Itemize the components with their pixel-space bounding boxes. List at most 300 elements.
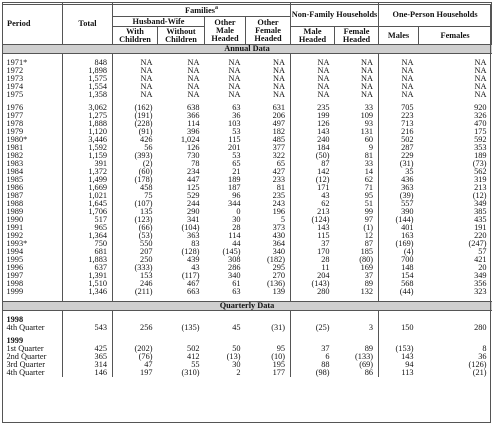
table-cell: 517 [63,216,113,224]
table-cell: 373 [272,223,286,232]
table-cell: (66) [113,224,158,232]
table-cell: NA [474,82,487,91]
families-header: Families$^a$ [113,3,291,17]
table-row [3,144,492,152]
table-cell: 1,275 [63,112,113,120]
table-row [3,248,492,256]
table-cell: 5 [280,215,286,224]
table-cell: 1,883 [63,256,113,264]
table-cell: 30 [232,215,241,224]
table-cell: 44 [232,239,241,248]
table-row [3,83,492,91]
table-cell: 139 [272,287,286,296]
table-row [3,272,492,280]
table-row [3,353,492,361]
table-cell: 93 [364,119,374,128]
table-cell: 95 [276,344,286,353]
table-cell: 256 [113,324,158,332]
table-cell: 485 [272,135,286,144]
table-cell: NA [228,58,241,67]
table-cell: (107) [113,200,158,208]
table-cell: 377 [272,143,286,152]
table-cell: (12) [291,176,335,184]
table-cell: 87 [364,239,374,248]
table-cell: 246 [113,280,158,288]
table-cell: (76) [113,353,158,361]
table-cell: 57 [478,247,487,256]
table-row [3,224,492,232]
table-cell: 341 [187,215,200,224]
table-cell: 78 [191,159,200,168]
table-cell: 290 [187,207,200,216]
table-cell: NA [228,74,241,83]
table-cell: 114 [228,231,241,240]
table-cell: 502 [379,136,419,144]
table-cell: 349 [474,199,487,208]
female-headed-header: Female Headed [335,27,379,45]
husband-wife-header: Husband-Wife [113,17,205,27]
table-cell: 295 [272,263,286,272]
table-cell: 99 [364,207,374,216]
table-row [3,288,492,296]
table-cell: 430 [272,231,286,240]
table-row [3,240,492,248]
table-row [3,345,492,353]
table-row [3,324,492,332]
table-cell: 240 [291,136,335,144]
table-cell: NA [113,83,158,91]
table-cell: 14 [364,167,374,176]
table-row [3,232,492,240]
table-cell: 207 [113,248,158,256]
table-cell: 233 [272,175,286,184]
table-cell: 2 [236,368,241,377]
table-cell: 148 [379,264,419,272]
table-cell: 1,024 [180,135,200,144]
table-cell: 1,364 [63,232,113,240]
table-cell: 550 [113,240,158,248]
row-label: 1979 [6,127,24,136]
row-label: 1994 [6,247,24,256]
table-cell: NA [291,59,335,67]
table-cell: NA [361,74,374,83]
table-cell: 287 [379,144,419,152]
table-cell: 177 [272,368,286,377]
table-cell: NA [113,91,158,99]
table-row [3,152,492,160]
table-cell: 280 [474,323,487,332]
table-cell: 37 [291,345,335,353]
table-row [3,168,492,176]
table-row [3,160,492,168]
table-cell: 270 [272,271,286,280]
table-cell: 62 [364,175,374,184]
table-header [3,3,492,45]
table-cell: 50 [232,344,241,353]
table-cell: 439 [187,255,200,264]
table-cell: 1,391 [63,272,113,280]
table-cell: 37 [364,271,374,280]
table-cell: 631 [272,103,286,112]
table-cell: 412 [187,352,200,361]
table-cell: 95 [364,191,374,200]
table-cell: (50) [291,152,335,160]
table-cell: 171 [291,184,335,192]
table-cell: 89 [364,279,374,288]
table-cell: (133) [355,352,374,361]
table-cell: (2) [113,160,158,168]
table-cell: 1,499 [63,176,113,184]
table-cell: (182) [267,255,286,264]
table-cell: 401 [379,224,419,232]
table-cell: 229 [379,152,419,160]
table-cell: 89 [364,344,374,353]
year-label: 1998 [6,315,24,324]
table-cell: (39) [379,192,419,200]
row-label: 1990 [6,215,24,224]
table-cell: 1,888 [63,120,113,128]
table-cell: (211) [113,288,158,296]
table-cell: 163 [379,232,419,240]
table-cell: 637 [63,264,113,272]
table-cell: 45 [232,323,241,332]
table-cell: 425 [63,345,113,353]
other-female-header: Other Female Headed [246,17,291,45]
table-cell: 201 [228,143,241,152]
table-cell: 1,372 [63,168,113,176]
table-cell: (98) [291,369,335,377]
table-cell: NA [273,66,286,75]
table-cell: 86 [364,368,374,377]
table-cell: 60 [364,135,374,144]
table-cell: (247) [468,239,487,248]
table-cell: 37 [291,240,335,248]
table-cell: 447 [187,175,200,184]
table-cell: 184 [291,144,335,152]
table-cell: 1,575 [63,75,113,83]
table-cell: 199 [291,112,335,120]
total-header: Total [63,3,113,45]
row-label: 1976 [6,103,24,112]
table-cell: 730 [187,151,200,160]
table-cell: 467 [187,279,200,288]
table-cell: 81 [276,183,286,192]
quarterly-data-title: Quarterly Data [3,302,492,311]
period-header: Period [3,3,63,45]
table-cell: 1,159 [63,152,113,160]
table-cell: 153 [113,272,158,280]
table-cell: 568 [379,280,419,288]
table-cell: 36 [478,352,487,361]
table-cell: (135) [181,323,200,332]
table-cell: (310) [181,368,200,377]
table-cell: 216 [379,128,419,136]
table-cell: NA [113,75,158,83]
table-cell: NA [187,58,200,67]
table-cell: 33 [364,103,374,112]
table-cell: 1,706 [63,208,113,216]
table-cell: 81 [364,151,374,160]
table-cell: 235 [291,104,335,112]
table-cell: (228) [113,120,158,128]
table-cell: 3,446 [63,136,113,144]
table-cell: NA [291,83,335,91]
table-cell: 20 [478,263,487,272]
table-cell: 323 [474,287,487,296]
table-cell: 53 [232,127,241,136]
table-cell: 235 [272,191,286,200]
table-cell: 497 [272,119,286,128]
row-label: 1981 [6,143,24,152]
table-cell: 592 [474,135,487,144]
table-cell: (393) [113,152,158,160]
table-cell: 427 [272,167,286,176]
table-cell: NA [113,67,158,75]
row-label: 1975 [6,90,24,99]
table-cell: (31) [271,323,286,332]
row-label: 1977 [6,111,24,120]
table-row [3,112,492,120]
table-cell: (80) [359,255,374,264]
table-cell: 244 [187,199,200,208]
table-cell: (10) [271,352,286,361]
row-label: 1989 [6,207,24,216]
table-cell: (128) [181,247,200,256]
table-cell: 0 [236,207,241,216]
row-label: 1991 [6,223,24,232]
table-cell: (178) [113,176,158,184]
table-row [3,200,492,208]
table-cell: 3,062 [63,104,113,112]
table-row [3,59,492,67]
row-label: 4th Quarter [6,368,45,377]
table-cell: (91) [113,128,158,136]
table-cell: 61 [232,279,241,288]
table-cell: 385 [474,207,487,216]
row-label: 1974 [6,82,24,91]
table-cell: 28 [291,256,335,264]
table-cell: 1,898 [63,67,113,75]
table-cell: 353 [474,143,487,152]
table-cell: (4) [379,248,419,256]
table-cell: 363 [379,184,419,192]
male-headed-header: Male Headed [291,27,335,45]
table-cell: 340 [272,247,286,256]
table-cell: 1,120 [63,128,113,136]
year-label: 1999 [6,336,24,345]
table-cell: (333) [113,264,158,272]
table-cell: 47 [113,361,158,369]
table-cell: (31) [379,160,419,168]
table-cell: NA [291,91,335,99]
table-cell: 502 [187,344,200,353]
table-cell: 458 [113,184,158,192]
table-cell: 340 [228,271,241,280]
table-cell: 396 [187,127,200,136]
table-cell: 43 [291,192,335,200]
table-cell: (117) [181,271,200,280]
table-cell: 43 [191,263,200,272]
table-row [3,176,492,184]
table-cell: NA [361,66,374,75]
table-cell: 421 [474,255,487,264]
table-cell: 142 [291,168,335,176]
table-cell: (126) [468,360,487,369]
table-cell: 356 [474,279,487,288]
table-cell: (136) [267,279,286,288]
table-cell: 126 [187,143,200,152]
table-cell: (104) [181,223,200,232]
table-cell: 1,645 [63,200,113,208]
table-cell: NA [187,66,200,75]
table-cell: 21 [232,167,241,176]
without-children-header: Without Children [158,27,205,45]
table-cell: 55 [191,360,200,369]
table-cell: 435 [474,215,487,224]
one-person-header: One-Person Households [379,3,492,27]
table-cell: 557 [379,200,419,208]
table-cell: 143 [291,128,335,136]
table-cell: 470 [474,119,487,128]
table-cell: 223 [379,112,419,120]
table-cell: NA [361,58,374,67]
table-row [3,91,492,99]
year-group-row [3,337,492,345]
table-cell: 94 [379,361,419,369]
table-cell: 65 [232,159,241,168]
table-cell: 169 [360,263,374,272]
row-label: 1978 [6,119,24,128]
table-cell: 75 [113,192,158,200]
table-cell: 146 [63,369,113,377]
table-row [3,280,492,288]
table-row [3,120,492,128]
table-cell: 197 [113,369,158,377]
males-header: Males [379,27,419,45]
row-label: 1986 [6,183,24,192]
table-cell: 363 [187,231,200,240]
table-cell: 11 [291,264,335,272]
table-cell: 63 [232,103,241,112]
table-cell: 97 [364,215,374,224]
table-cell: (202) [113,345,158,353]
table-cell: 280 [291,288,335,296]
table-cell: 8 [482,344,487,353]
table-cell: 125 [187,183,200,192]
row-label: 1982 [6,151,24,160]
table-cell: 51 [364,199,374,208]
table-cell: 713 [379,120,419,128]
table-cell: 1,592 [63,144,113,152]
row-label: 4th Quarter [6,323,45,332]
table-cell: 543 [63,324,113,332]
table-cell: 206 [272,111,286,120]
row-label: 1988 [6,199,24,208]
table-cell: 243 [272,199,286,208]
table-cell: 88 [291,361,335,369]
table-cell: NA [187,90,200,99]
table-row [3,128,492,136]
table-cell: 326 [474,111,487,120]
row-label: 1998 [6,279,24,288]
table-cell: NA [228,90,241,99]
table-cell: 143 [379,353,419,361]
table-cell: 314 [63,361,113,369]
table-cell: 308 [228,255,241,264]
table-cell: 220 [474,231,487,240]
table-cell: (145) [222,247,241,256]
table-cell: NA [273,82,286,91]
table-row [3,264,492,272]
table-cell: 319 [474,175,487,184]
row-label: 1999 [6,287,24,296]
table-row [3,361,492,369]
table-cell: 390 [379,208,419,216]
table-row [3,192,492,200]
table-cell: 1,346 [63,288,113,296]
row-label: 1995 [6,255,24,264]
table-cell: 33 [364,159,374,168]
row-label: 1971* [6,58,28,67]
non-family-header: Non-Family Households [291,3,379,27]
table-cell: 529 [187,191,200,200]
table-cell: 56 [113,144,158,152]
table-cell: NA [273,58,286,67]
table-cell: 175 [474,127,487,136]
quarterly-data-body [3,311,492,378]
table-cell: (44) [379,288,419,296]
row-label: 1993* [6,239,28,248]
table-cell: NA [474,74,487,83]
table-row [3,67,492,75]
row-label: 3rd Quarter [6,360,45,369]
table-cell: 182 [272,127,286,136]
table-cell: NA [187,82,200,91]
table-cell: NA [228,82,241,91]
table-cell: NA [273,74,286,83]
table-cell: 700 [379,256,419,264]
table-cell: 126 [291,120,335,128]
row-label: 1985 [6,175,24,184]
row-label: 1997 [6,271,24,280]
table-cell: 154 [379,272,419,280]
table-row [3,136,492,144]
row-label: 1983 [6,159,24,168]
table-cell: (21) [472,368,487,377]
table-cell: 87 [291,160,335,168]
table-cell: 1,358 [63,91,113,99]
row-label: 2nd Quarter [6,352,47,361]
table-cell: NA [273,90,286,99]
table-cell: 6 [291,353,335,361]
row-label: 1996 [6,263,24,272]
table-cell: 204 [291,272,335,280]
table-cell: NA [474,90,487,99]
table-cell: 920 [474,103,487,112]
table-cell: (143) [291,280,335,288]
table-cell: 150 [379,324,419,332]
table-cell: NA [379,83,419,91]
row-label: 1973 [6,74,24,83]
table-cell: 366 [187,111,200,120]
table-cell: 349 [474,271,487,280]
table-cell: (162) [113,104,158,112]
table-cell: 3 [368,323,374,332]
year-group-row [3,316,492,324]
table-cell: (123) [113,216,158,224]
table-cell: (53) [113,232,158,240]
with-children-header: With Children [113,27,158,45]
